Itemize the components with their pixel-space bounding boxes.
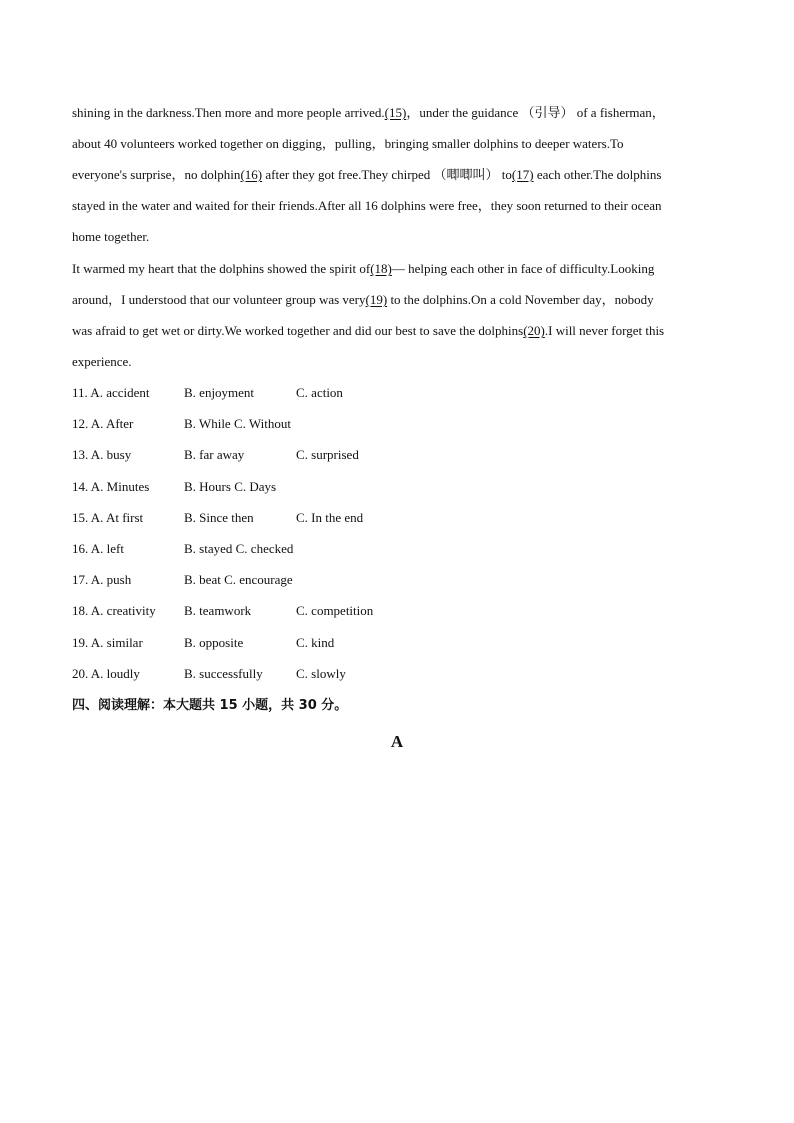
option-a: 20. A. loudly	[72, 665, 140, 681]
option-a: 14. A. Minutes	[72, 478, 150, 494]
option-b: B. enjoyment	[184, 385, 255, 400]
passage-label: A	[390, 732, 404, 751]
blank-15: (15)	[384, 105, 407, 120]
option-b: B. beat C. encourage	[184, 572, 293, 588]
option-a: 19. A. similar	[72, 634, 143, 650]
blank-20: (20)	[523, 323, 545, 338]
option-a: 13. A. busy	[72, 447, 132, 463]
option-a: 18. A. creativity	[72, 603, 156, 619]
text-segment: .I will never forget this	[544, 323, 665, 338]
text-line	[72, 284, 722, 315]
blank-16: (16)	[240, 167, 263, 182]
text-segment: ，under the guidance （引导） of a fisherman，	[406, 105, 665, 120]
option-a: 16. A. left	[72, 540, 124, 556]
text-segment: shining in the darkness.Then more and more people arrived.	[72, 105, 385, 120]
option-b: B. While C. Without	[184, 416, 291, 432]
text-line	[72, 315, 722, 346]
text-segment: to the dolphins.On a cold November day，nobody	[387, 292, 654, 307]
option-b: B. opposite	[184, 634, 244, 650]
text-line: stayed in the water and waited for their friends.After all 16 dolphins were free，they soon returned to their ocean	[72, 198, 662, 213]
text-segment: — helping each other in face of difficulty.Looking	[391, 261, 655, 276]
option-c: C. kind	[296, 634, 335, 650]
blank-17: (17)	[511, 167, 534, 182]
option-c: C. slowly	[296, 665, 346, 681]
option-b: B. Hours C. Days	[184, 478, 277, 494]
option-c: C. action	[296, 385, 343, 400]
blank-18: (18)	[370, 261, 392, 276]
option-b: B. Since then	[184, 509, 254, 525]
text-line	[72, 253, 722, 284]
text-line: home together.	[72, 229, 150, 244]
passage-paragraph-1	[72, 97, 722, 252]
option-b: B. stayed C. checked	[184, 540, 294, 556]
option-a: 15. A. At first	[72, 509, 144, 525]
text-line: about 40 volunteers worked together on digging，pulling，bringing smaller dolphins to deeper waters.To	[72, 136, 624, 151]
text-line	[72, 159, 722, 190]
option-b: B. successfully	[184, 665, 263, 681]
option-c: C. In the end	[296, 509, 364, 525]
text-segment: after they got free.They chirped （唧唧叫） to	[262, 167, 512, 182]
text-line: experience.	[72, 354, 132, 369]
text-segment: It warmed my heart that the dolphins showed the spirit of	[72, 261, 371, 276]
text-segment: was afraid to get wet or dirty.We worked together and did our best to save the dolphins	[72, 323, 524, 338]
text-line	[72, 97, 722, 128]
option-a: 12. A. After	[72, 416, 134, 432]
option-a: 17. A. push	[72, 572, 132, 588]
section-heading: 四、阅读理解：本大题共 15 小题，共 30 分。	[72, 698, 348, 713]
blank-19: (19)	[365, 292, 388, 307]
option-a: 11. A. accident	[72, 385, 150, 400]
option-c: C. surprised	[296, 447, 359, 463]
text-segment: everyone's surprise，no dolphin	[72, 167, 241, 182]
text-segment: around，I understood that our volunteer group was very	[72, 292, 366, 307]
option-b: B. far away	[184, 447, 245, 463]
option-b: B. teamwork	[184, 603, 252, 619]
option-c: C. competition	[296, 603, 374, 619]
text-segment: each other.The dolphins	[533, 167, 662, 182]
passage-paragraph-2	[72, 253, 722, 377]
